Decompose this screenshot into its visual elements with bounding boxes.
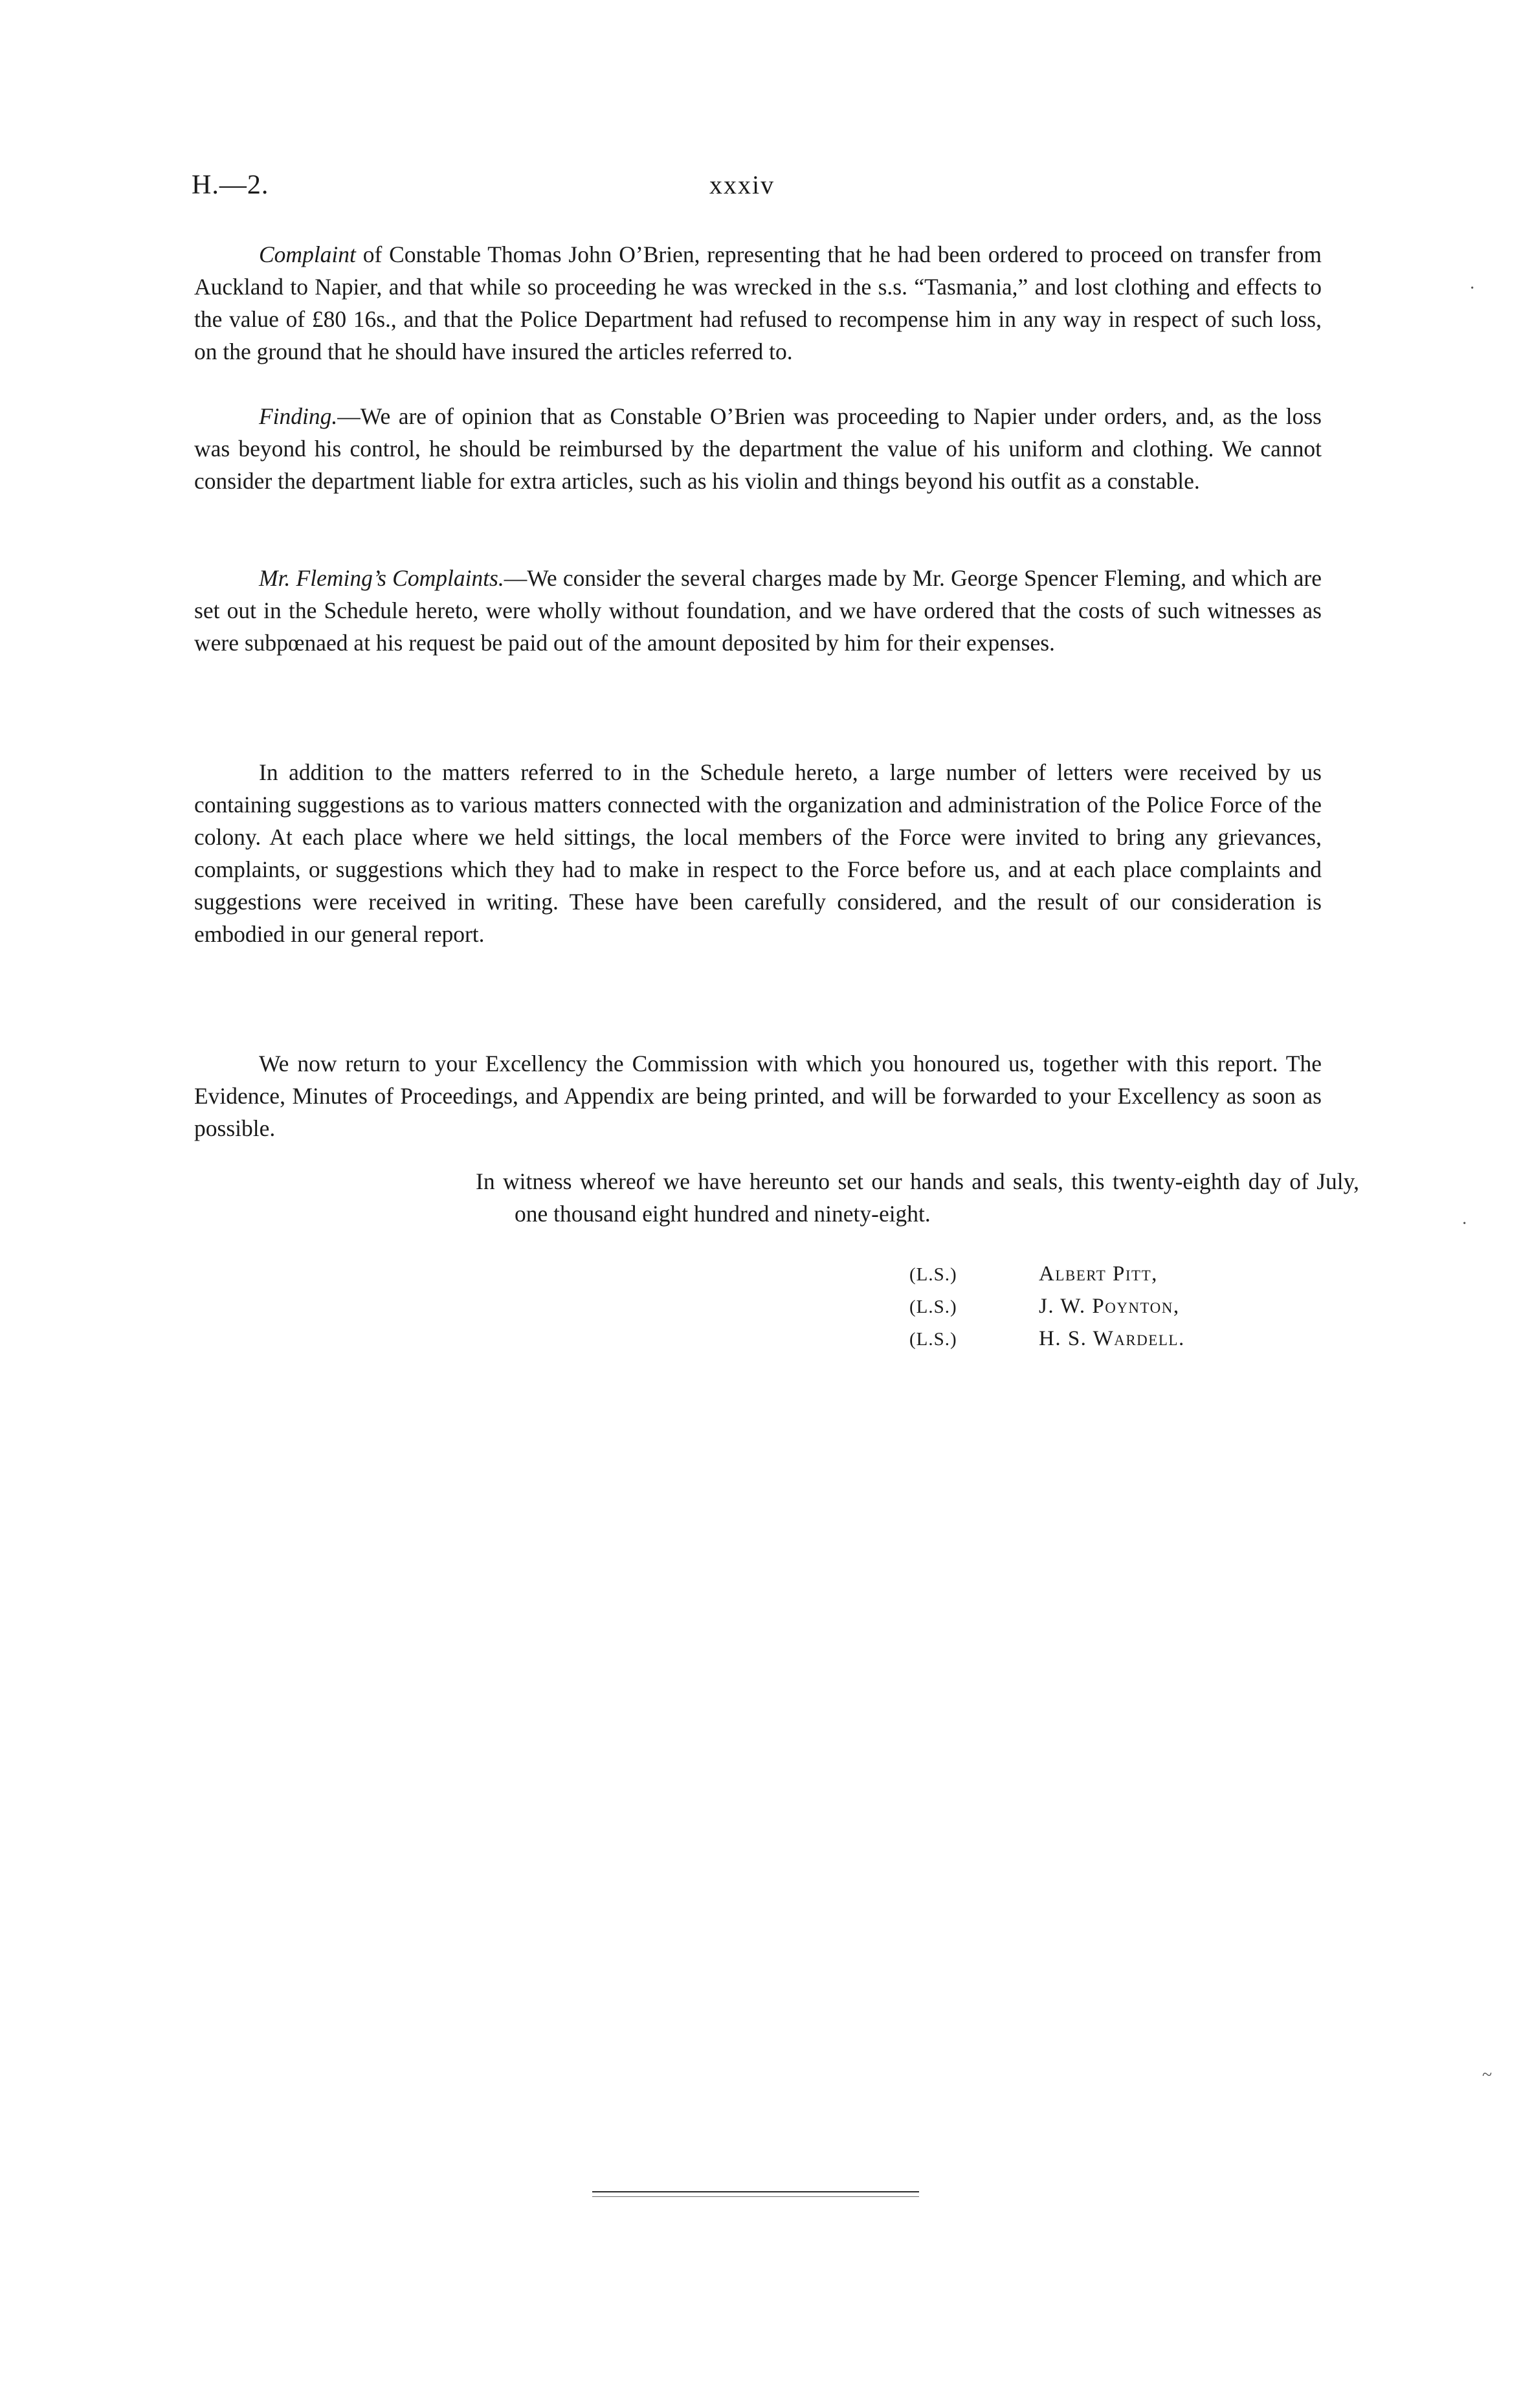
seal-mark: (L.S.) xyxy=(909,1264,957,1285)
paragraph-fleming-complaints xyxy=(194,562,1322,659)
paragraph-return-commission: We now return to your Excellency the Commission with which you honoured us, together with this report. The Evidence, Minutes of Proceedings, and Appendix are being printed, and will be forwarded to your Excellency as soon as possible. xyxy=(194,1051,1322,1141)
page-header xyxy=(192,170,1331,208)
seal-mark: (L.S.) xyxy=(909,1297,957,1317)
page-number: xxxiv xyxy=(709,170,775,199)
signatory-name: H. S. Wardell. xyxy=(1039,1327,1185,1350)
paragraph-obrien-finding xyxy=(194,400,1322,497)
scan-speck: · xyxy=(1469,278,1476,298)
signature-block xyxy=(909,1262,1362,1359)
paragraph-lead-finding: Finding. xyxy=(259,403,338,429)
closing-rule-thin xyxy=(592,2196,919,2197)
closing-rule xyxy=(592,2191,919,2192)
paragraph-body: —We consider the several charges made by Mr. George Spencer Fleming, and which are set out in the Schedule hereto, were wholly without foundation, and we have ordered that the costs of such witnesses as were subpœnaed at his request be paid out of the amount deposited by him for their expenses. xyxy=(194,565,1322,656)
signature-row xyxy=(909,1262,1362,1295)
scan-speck: · xyxy=(1461,1214,1468,1234)
paragraph-body: —We are of opinion that as Constable O’Brien was proceeding to Napier under orders, and, as the loss was beyond his control, he should be reimbursed by the department the value of his uniform and clothing. We cannot consider the department liable for extra articles, such as his violin and things beyond his outfit as a constable. xyxy=(194,403,1322,494)
paragraph-body: of Constable Thomas John O’Brien, representing that he had been ordered to proceed on transfer from Auckland to Napier, and that while so proceeding he was wrecked in the s.s. “Tasmania,” and lost clothing and effects to the value of £80 16s., and that the Police Department had refused to recompense him in any way in respect of such loss, on the ground that he should have insured the articles referred to. xyxy=(194,241,1322,364)
paragraph-additional-matters: In addition to the matters referred to in the Schedule hereto, a large number of letters were received by us containing suggestions as to various matters connected with the organization and administration of the Police Force of the colony. At each place where we held sittings, the local members of the Force were invited to bring any grievances, complaints, or suggestions which they had to make in respect to the Force before us, and at each place complaints and suggestions were received in writing. These have been carefully considered, and the result of our consideration is embodied in our general report. xyxy=(194,759,1322,947)
signatory-name: J. W. Poynton, xyxy=(1039,1295,1180,1318)
paragraph-obrien-complaint xyxy=(194,238,1322,368)
paragraph-lead-fleming: Mr. Fleming’s Complaints. xyxy=(259,565,504,591)
paragraph-lead-complaint: Complaint xyxy=(259,241,356,267)
document-reference: H.—2. xyxy=(192,170,269,200)
signatory-name: Albert Pitt, xyxy=(1039,1262,1158,1286)
scan-speck: ~ xyxy=(1482,2065,1493,2085)
signature-row xyxy=(909,1295,1362,1327)
witness-clause: In witness whereof we have hereunto set our hands and seals, this twenty-eighth day of July, one thousand eight hundred and ninety-eight. xyxy=(476,1168,1359,1227)
seal-mark: (L.S.) xyxy=(909,1329,957,1350)
signature-row xyxy=(909,1327,1362,1359)
